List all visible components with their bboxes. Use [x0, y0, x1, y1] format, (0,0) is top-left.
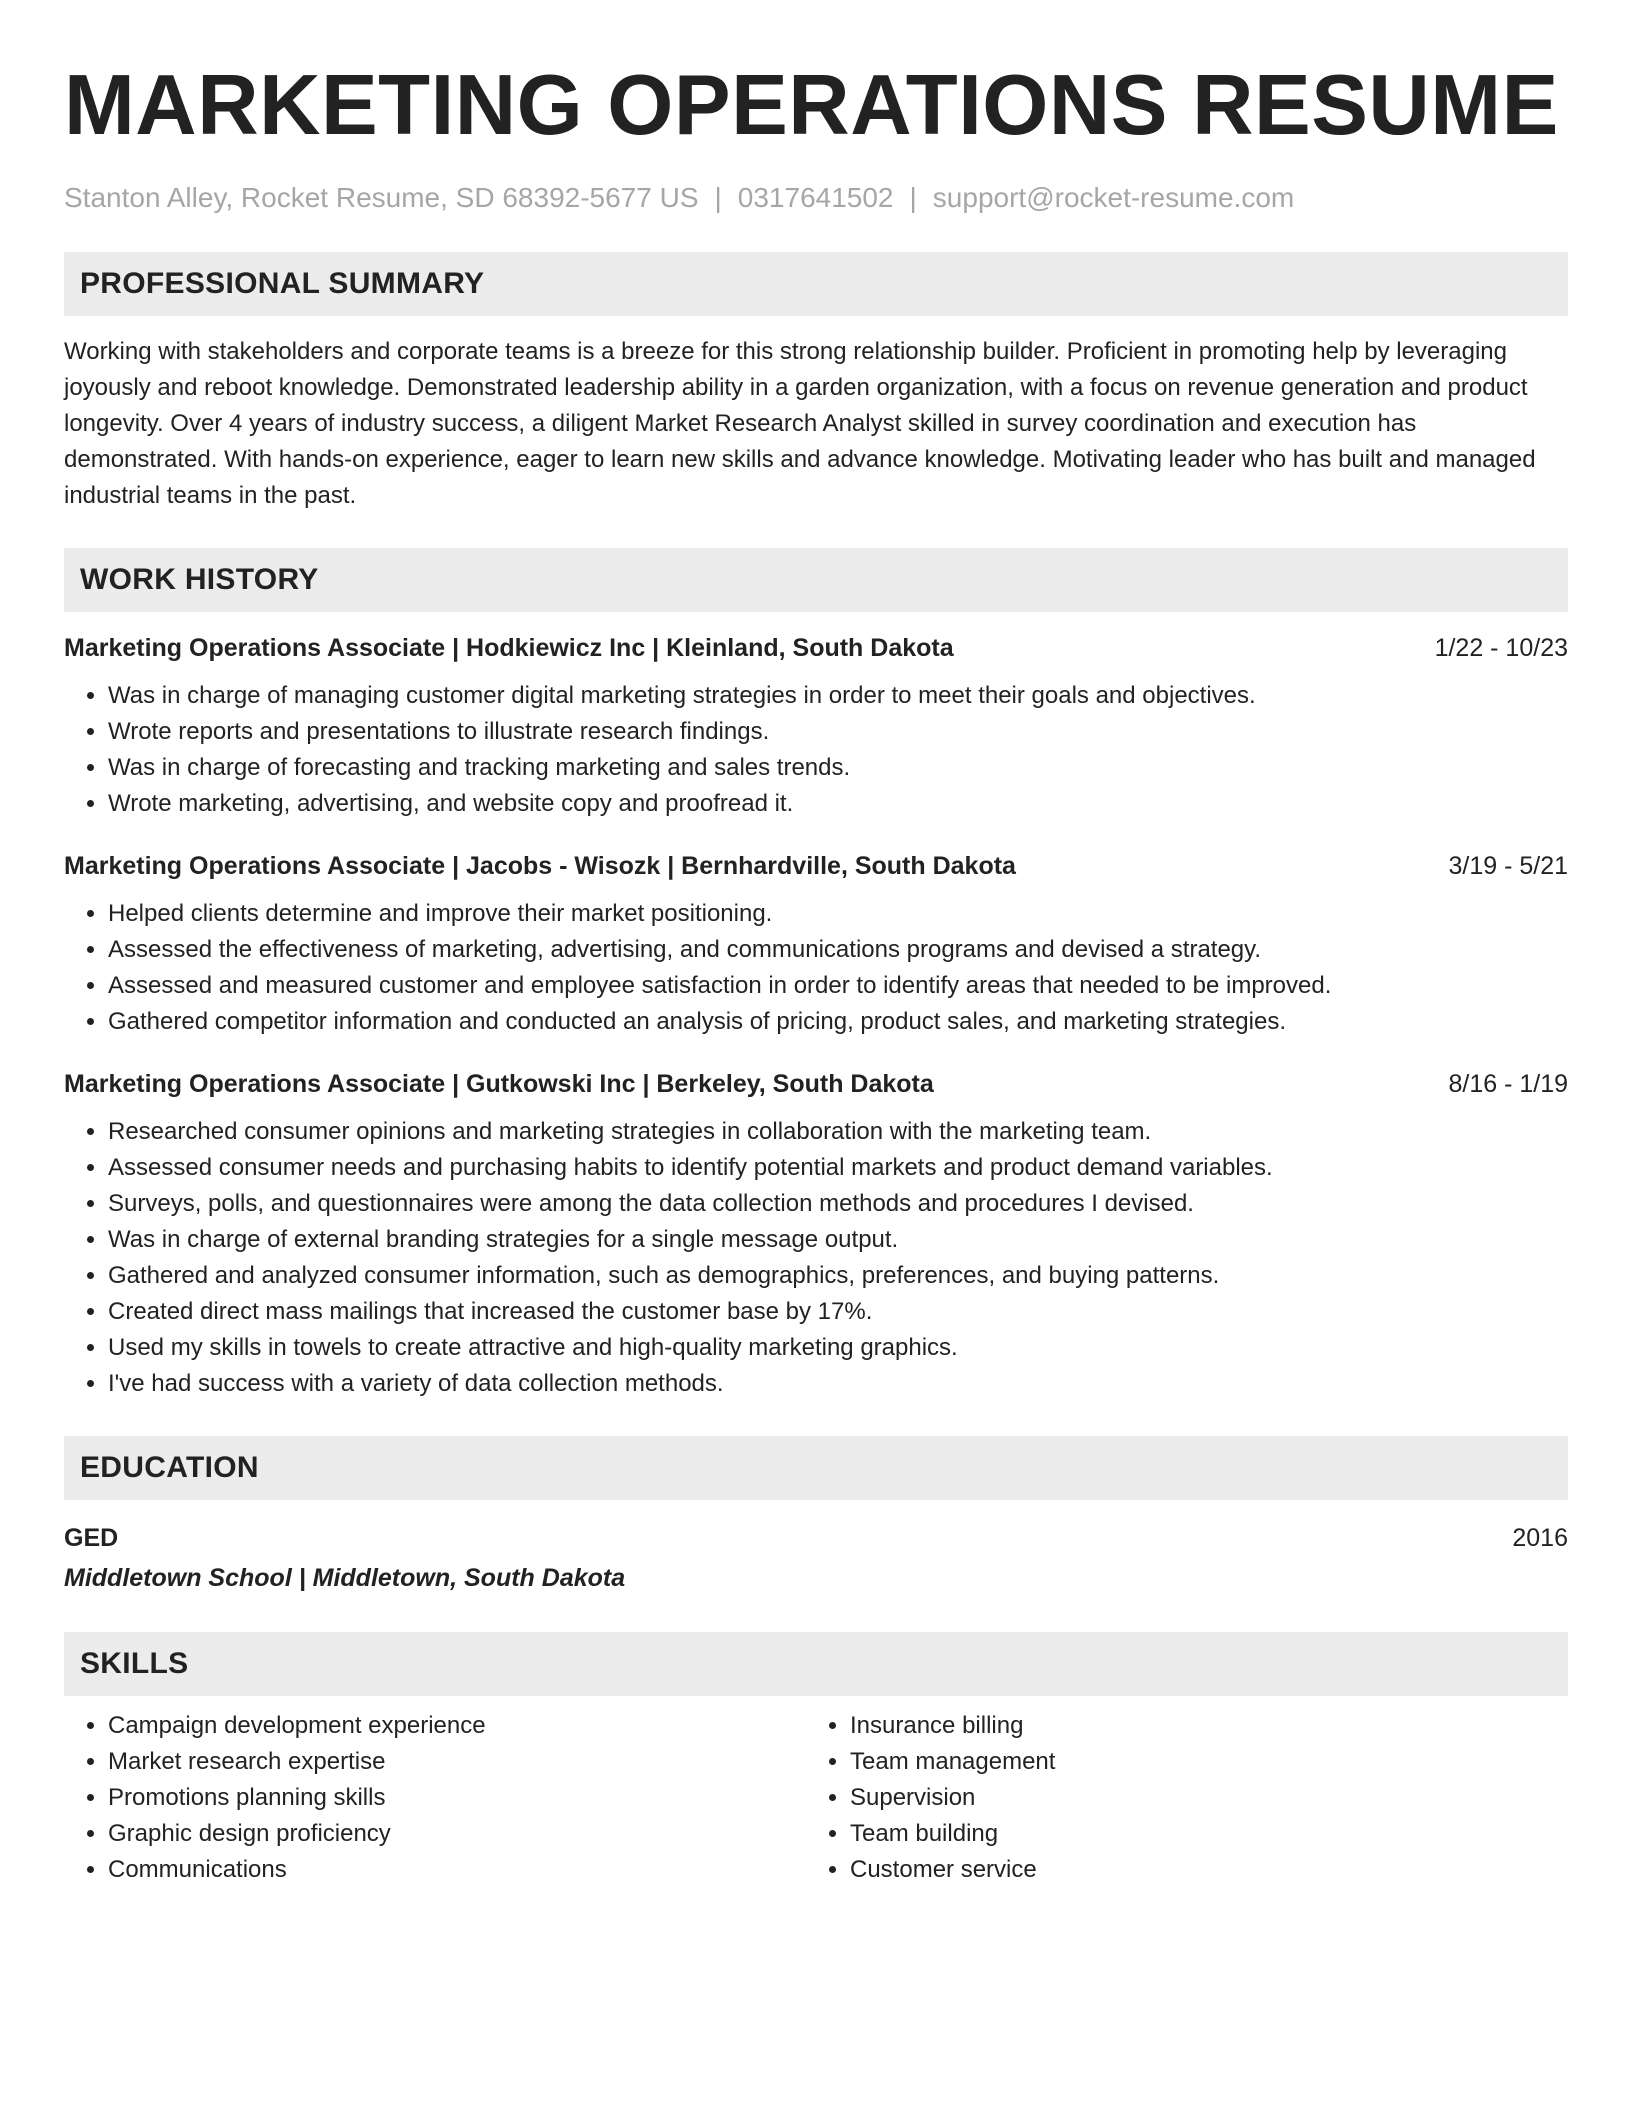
contact-address: Stanton Alley, Rocket Resume, SD 68392-5677 US [64, 182, 699, 213]
skill-item: • Promotions planning skills [108, 1780, 806, 1816]
skills-column-right [806, 1708, 1548, 1888]
job-dates: 8/16 - 1/19 [1448, 1070, 1568, 1098]
job-bullet: • Wrote reports and presentations to illustrate research findings. [108, 714, 1568, 750]
contact-email: support@rocket-resume.com [932, 182, 1295, 213]
job-bullet: • I've had success with a variety of data collection methods. [108, 1366, 1568, 1402]
skill-item: • Communications [108, 1852, 806, 1888]
skill-item: • Team management [850, 1744, 1548, 1780]
job-bullets [64, 678, 1568, 822]
summary-heading: PROFESSIONAL SUMMARY [64, 252, 1568, 316]
job-bullet: • Was in charge of managing customer digital marketing strategies in order to meet their goals and objectives. [108, 678, 1568, 714]
job-bullet: • Surveys, polls, and questionnaires were among the data collection methods and procedures I devised. [108, 1186, 1568, 1222]
job-bullet: • Assessed consumer needs and purchasing habits to identify potential markets and product demand variables. [108, 1150, 1568, 1186]
skill-item: • Insurance billing [850, 1708, 1548, 1744]
resume-page [64, 50, 1568, 1888]
job-title: Marketing Operations Associate | Jacobs - Wisozk | Bernhardville, South Dakota [64, 852, 1016, 880]
contact-line [64, 180, 1568, 216]
skills-heading: SKILLS [64, 1632, 1568, 1696]
education-degree: GED [64, 1524, 119, 1552]
contact-phone: 0317641502 [737, 182, 894, 213]
job-bullet: • Gathered competitor information and conducted an analysis of pricing, product sales, and marketing strategies. [108, 1004, 1568, 1040]
job-bullet: • Wrote marketing, advertising, and website copy and proofread it. [108, 786, 1568, 822]
job-header [64, 1066, 1568, 1102]
contact-separator: | [909, 182, 917, 213]
job-bullet: • Used my skills in towels to create attractive and high-quality marketing graphics. [108, 1330, 1568, 1366]
job-bullet: • Assessed the effectiveness of marketing, advertising, and communications programs and devised a strategy. [108, 932, 1568, 968]
job-title: Marketing Operations Associate | Gutkowski Inc | Berkeley, South Dakota [64, 1070, 934, 1098]
education-header [64, 1520, 1568, 1556]
job-header [64, 848, 1568, 884]
skill-item: • Market research expertise [108, 1744, 806, 1780]
job-title: Marketing Operations Associate | Hodkiewicz Inc | Kleinland, South Dakota [64, 634, 954, 662]
job-bullets [64, 1114, 1568, 1402]
skill-item: • Customer service [850, 1852, 1548, 1888]
resume-title: MARKETING OPERATIONS RESUME [64, 58, 1559, 153]
job-entry [64, 630, 1568, 822]
job-bullet: • Created direct mass mailings that increased the customer base by 17%. [108, 1294, 1568, 1330]
education-heading: EDUCATION [64, 1436, 1568, 1500]
job-entry [64, 1066, 1568, 1402]
skills-column-left [64, 1708, 806, 1888]
job-bullet: • Researched consumer opinions and marketing strategies in collaboration with the marketing team. [108, 1114, 1568, 1150]
job-dates: 3/19 - 5/21 [1448, 852, 1568, 880]
job-header [64, 630, 1568, 666]
education-year: 2016 [1512, 1524, 1568, 1552]
skill-item: • Supervision [850, 1780, 1548, 1816]
job-dates: 1/22 - 10/23 [1434, 634, 1568, 662]
skill-item: • Campaign development experience [108, 1708, 806, 1744]
skill-item: • Graphic design proficiency [108, 1816, 806, 1852]
work-history-heading: WORK HISTORY [64, 548, 1568, 612]
job-bullet: • Was in charge of forecasting and tracking marketing and sales trends. [108, 750, 1568, 786]
job-bullet: • Was in charge of external branding strategies for a single message output. [108, 1222, 1568, 1258]
job-bullet: • Gathered and analyzed consumer information, such as demographics, preferences, and buying patterns. [108, 1258, 1568, 1294]
job-bullet: • Assessed and measured customer and employee satisfaction in order to identify areas that needed to be improved. [108, 968, 1568, 1004]
skill-item: • Team building [850, 1816, 1548, 1852]
summary-text: Working with stakeholders and corporate teams is a breeze for this strong relationship builder. Proficient in promoting help by leveraging joyously and reboot knowledge. Demonstrated leadership ability in a garden organization, with a focus on revenue generation and product longevity. Over 4 years of industry success, a diligent Market Research Analyst skilled in survey coordination and execution has demonstrated. With hands-on experience, eager to learn new skills and advance knowledge. Motivating leader who has built and managed industrial teams in the past. [64, 338, 1536, 509]
contact-separator: | [714, 182, 722, 213]
job-bullet: • Helped clients determine and improve their market positioning. [108, 896, 1568, 932]
job-bullets [64, 896, 1568, 1040]
education-school: Middletown School | Middletown, South Dakota [64, 1564, 626, 1592]
skills-list [64, 1708, 1568, 1888]
job-entry [64, 848, 1568, 1040]
